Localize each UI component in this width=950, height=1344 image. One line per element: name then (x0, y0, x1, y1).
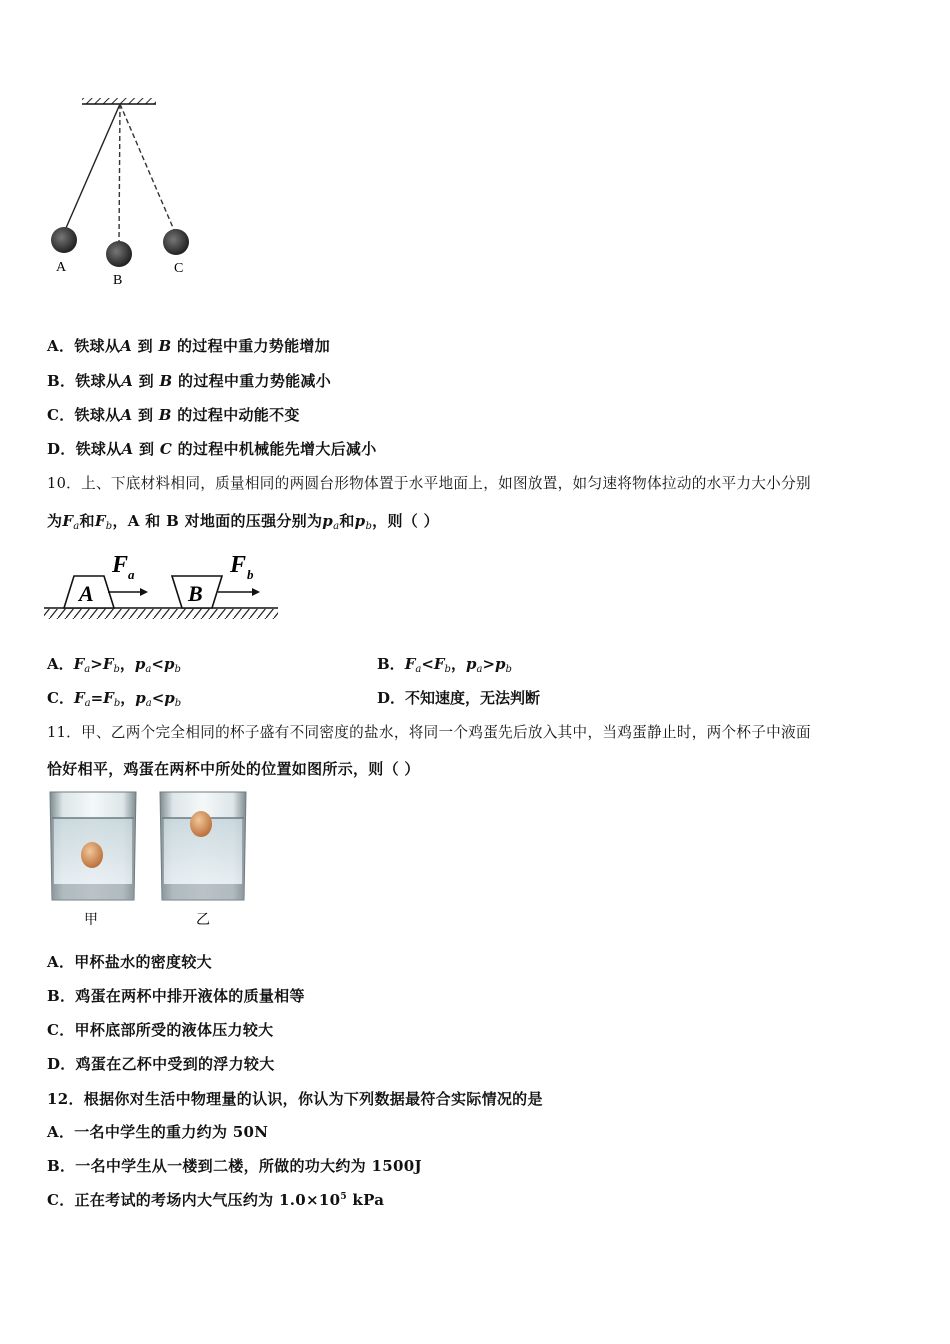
q9-option-c: C．铁球从A 到 B 的过程中动能不变 (47, 406, 300, 424)
q10-option-d: D．不知速度，无法判断 (377, 689, 541, 707)
ball-c (163, 229, 189, 255)
q12-option-c: C．正在考试的考场内大气压约为 $1.0\times 10^5$ kPa (47, 1191, 385, 1209)
cup-label-jia: 甲 (84, 913, 98, 928)
frustum-b-label: B (188, 581, 203, 606)
q10-option-c: C．$F_a=F_b$，$p_a<p_b$ (47, 689, 182, 709)
q10-stem-line1: 10．上、下底材料相同，质量相同的两圆台形物体置于水平地面上，如图放置，如匀速将物体拉动的水平力大小分别 (47, 475, 811, 492)
string-a (66, 104, 120, 228)
ball-b (106, 241, 132, 267)
label-a: A (56, 260, 67, 275)
string-b (119, 104, 120, 242)
q11-stem-line2: 恰好相平，鸡蛋在两杯中所处的位置如图所示，则（ ） (47, 760, 420, 778)
q12-stem: 12．根据你对生活中物理量的认识，你认为下列数据最符合实际情况的是 (47, 1090, 543, 1108)
label-c: C (174, 261, 184, 276)
q9-option-a: A．铁球从A 到 B 的过程中重力势能增加 (47, 337, 331, 355)
ceiling-support (82, 98, 156, 104)
q10-option-b: B．$F_a<F_b$，$p_a>p_b$ (377, 655, 512, 675)
force-b-sub: b (247, 567, 254, 582)
force-a-sub: a (128, 567, 135, 582)
egg-jia (81, 842, 103, 868)
q11-stem-line1: 11．甲、乙两个完全相同的杯子盛有不同密度的盐水，将同一个鸡蛋先后放入其中，当鸡蛋静止时，两个杯子中液面 (47, 724, 811, 741)
q10-stem-line2: 为$F_a$和$F_b$，A 和 B 对地面的压强分别为$p_a$和$p_b$，则（ ） (47, 512, 439, 532)
q11-option-d: D．鸡蛋在乙杯中受到的浮力较大 (47, 1055, 275, 1073)
q11-option-b: B．鸡蛋在两杯中排开液体的质量相等 (47, 987, 305, 1005)
label-b: B (113, 273, 123, 288)
pendulum-figure (40, 90, 210, 295)
q11-option-a: A．甲杯盐水的密度较大 (47, 953, 212, 971)
cup-yi (160, 792, 246, 900)
force-a-label: F (112, 552, 129, 578)
q12-option-a: A．一名中学生的重力约为 50N (47, 1123, 269, 1141)
q9-option-d: D．铁球从A 到 C 的过程中机械能先增大后减小 (47, 440, 377, 458)
ground-hatch (44, 609, 278, 619)
ball-a (51, 227, 77, 253)
force-b-label: F (230, 552, 247, 578)
q12-option-b: B．一名中学生从一楼到二楼，所做的功大约为 1500J (47, 1157, 422, 1175)
string-c (120, 104, 174, 230)
egg-yi (190, 811, 212, 837)
q11-figure (46, 788, 251, 930)
q10-figure (42, 548, 282, 628)
cup-jia (50, 792, 136, 900)
cup-label-yi: 乙 (196, 913, 210, 928)
q9-option-b: B．铁球从A 到 B 的过程中重力势能减小 (47, 372, 332, 390)
q11-option-c: C．甲杯底部所受的液体压力较大 (47, 1021, 274, 1039)
frustum-a-label: A (79, 581, 94, 606)
q10-option-a: A．$F_a>F_b$，$p_a<p_b$ (47, 655, 181, 675)
